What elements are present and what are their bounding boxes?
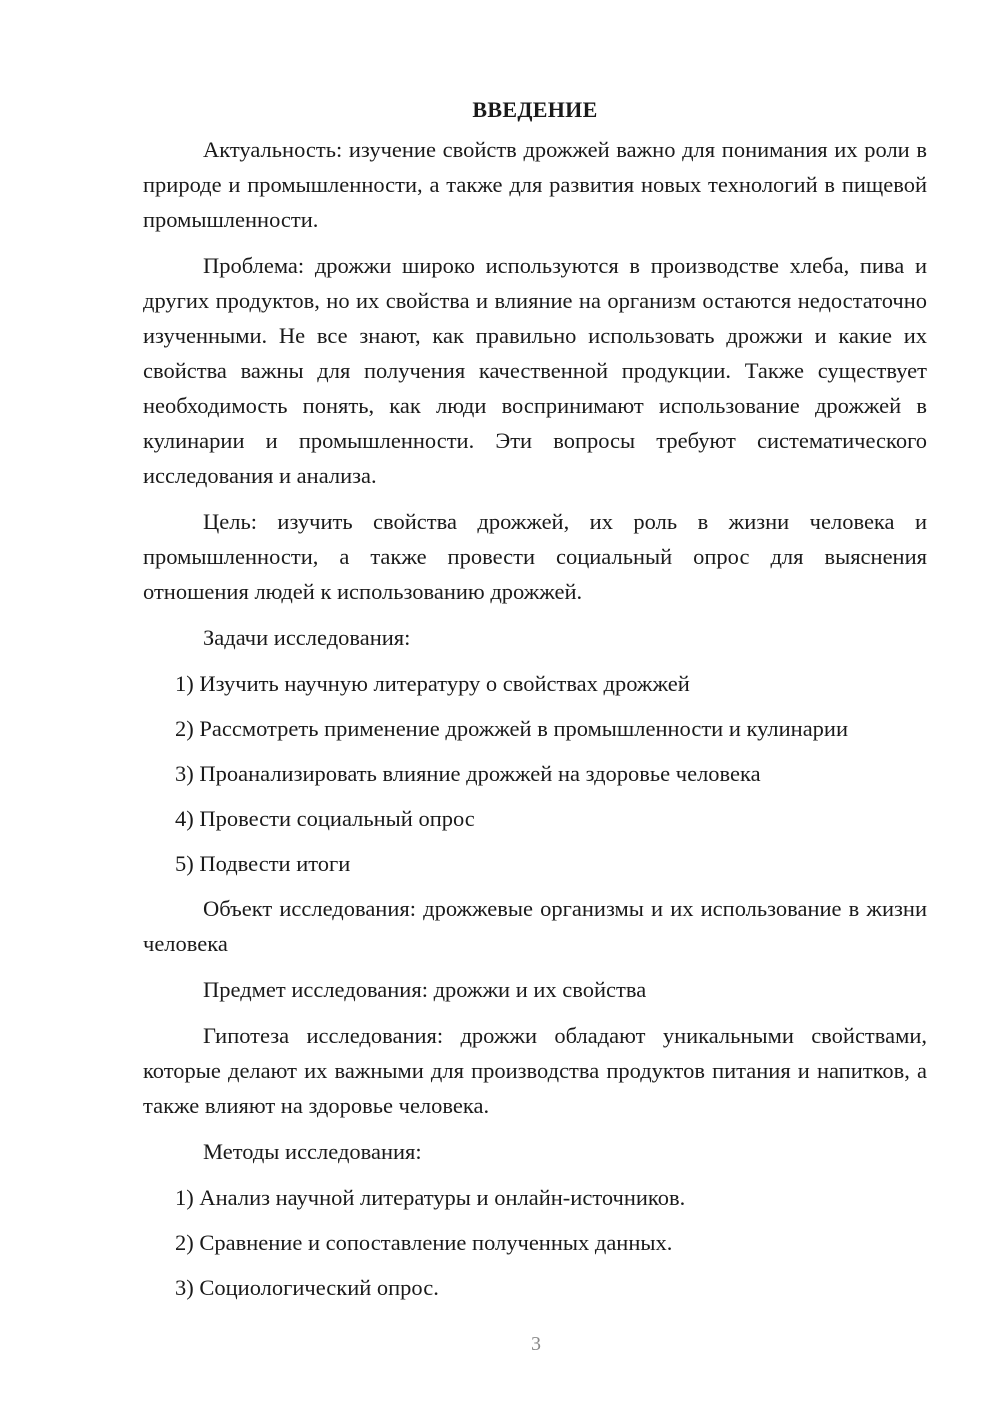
object-paragraph: Объект исследования: дрожжевые организмы и их использование в жизни человека: [143, 896, 927, 956]
subject-paragraph: Предмет исследования: дрожжи и их свойства: [203, 977, 647, 1002]
method-item: 3) Социологический опрос.: [175, 1275, 439, 1300]
relevance-paragraph: Актуальность: изучение свойств дрожжей важно для понимания их роли в природе и промышленности, а также для развития новых технологий в пищевой промышленности.: [143, 137, 927, 232]
section-title: ВВЕДЕНИЕ: [472, 97, 598, 122]
page-number: 3: [531, 1333, 541, 1355]
problem-paragraph: Проблема: дрожжи широко используются в производстве хлеба, пива и других продуктов, но их свойства и влияние на организм остаются недостаточно изученными. Не все знают, как правильно использовать дрожжи и какие их свойства важны для получения качественной продукции. Также существует необходимость понять, как люди воспринимают использование дрожжей в кулинарии и промышленности. Эти вопросы требуют систематического исследования и анализа.: [143, 253, 927, 488]
tasks-heading: Задачи исследования:: [203, 625, 411, 650]
methods-list: [143, 1180, 927, 1305]
task-item: 3) Проанализировать влияние дрожжей на здоровье человека: [175, 761, 761, 786]
page-content: [143, 92, 927, 1315]
tasks-list: [143, 666, 927, 881]
task-item: 1) Изучить научную литературу о свойствах дрожжей: [175, 671, 690, 696]
method-item: 2) Сравнение и сопоставление полученных данных.: [175, 1230, 673, 1255]
task-item: 4) Провести социальный опрос: [175, 806, 475, 831]
goal-paragraph: Цель: изучить свойства дрожжей, их роль в жизни человека и промышленности, а также провести социальный опрос для выяснения отношения людей к использованию дрожжей.: [143, 509, 927, 604]
task-item: 2) Рассмотреть применение дрожжей в промышленности и кулинарии: [175, 716, 849, 741]
method-item: 1) Анализ научной литературы и онлайн-источников.: [175, 1185, 686, 1210]
task-item: 5) Подвести итоги: [175, 851, 351, 876]
methods-heading: Методы исследования:: [203, 1139, 422, 1164]
hypothesis-paragraph: Гипотеза исследования: дрожжи обладают уникальными свойствами, которые делают их важными для производства продуктов питания и напитков, а также влияют на здоровье человека.: [143, 1023, 927, 1118]
